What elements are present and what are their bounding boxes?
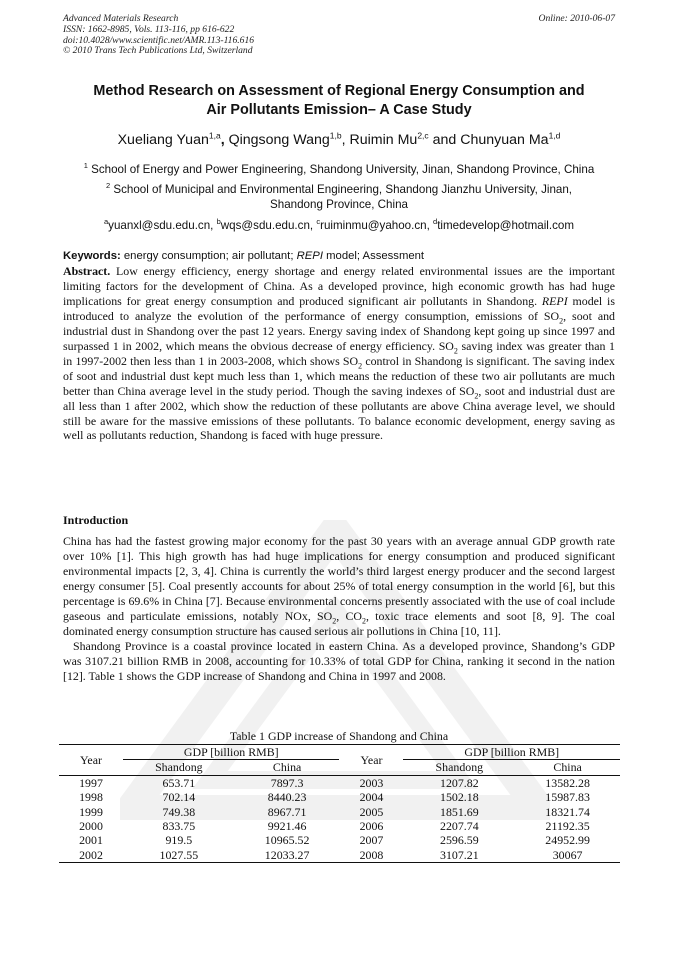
table-cell: 702.14 bbox=[162, 790, 196, 805]
table-cell: 13582.28 bbox=[515, 775, 620, 790]
keywords: Keywords: energy consumption; air pollutant; REPI model; Assessment bbox=[63, 250, 425, 262]
email-link[interactable]: $^c$ruiminmu@yahoo.cn, bbox=[316, 217, 434, 232]
col-china: China bbox=[553, 760, 582, 775]
paragraph: Shandong Province is a coastal province located in eastern China. As a developed province, Shandong’s GDP was 3107.21 billion RMB in 2008, accounting for 10.33% of total GDP for China, ranking it second in the nation [12]. Table 1 shows the GDP increase of Shandong and China in 1997 and 2008. bbox=[63, 638, 615, 683]
year-header: Year bbox=[59, 745, 123, 776]
table-cell: 2004 bbox=[359, 790, 384, 805]
table-cell: 1502.18 bbox=[440, 790, 479, 805]
table-cell: 10965.52 bbox=[264, 833, 310, 848]
author: Xueliang Yuan$^{1,a}$, bbox=[117, 130, 229, 148]
table-cell: 30067 bbox=[515, 848, 620, 863]
table-cell: 2207.74 bbox=[440, 819, 479, 834]
table-cell: 2006 bbox=[359, 819, 384, 834]
table-cell: 9921.46 bbox=[267, 819, 307, 834]
gdp-header: GDP [billion RMB] bbox=[123, 745, 339, 760]
email-link[interactable]: $^a$yuanxl@sdu.edu.cn, bbox=[103, 217, 217, 232]
year-header: Year bbox=[339, 745, 403, 776]
table-cell: 1997 bbox=[59, 775, 123, 790]
table-cell: 7897.3 bbox=[235, 775, 340, 790]
table-cell: 3107.21 bbox=[403, 848, 515, 863]
author-list bbox=[40, 130, 638, 148]
table-cell: 2001 bbox=[79, 833, 103, 848]
introduction-body bbox=[63, 534, 615, 684]
table-row bbox=[59, 833, 620, 847]
author: Chunyuan Ma$^{1,d}$ bbox=[460, 130, 561, 148]
title-line-2: Air Pollutants Emission– A Case Study bbox=[206, 102, 472, 118]
gdp-table bbox=[59, 744, 620, 863]
journal-name: Advanced Materials Research bbox=[63, 13, 179, 24]
table-cell: 2003 bbox=[339, 775, 403, 790]
table-cell: 1998 bbox=[79, 790, 103, 805]
affiliation-2: $^2$ School of Municipal and Environmental Engineering, Shandong Jianzhu University, Jinan, Shandong Province, China bbox=[105, 181, 573, 211]
table-cell: 2000 bbox=[79, 819, 103, 834]
table-cell: 18321.74 bbox=[545, 804, 590, 819]
table-cell: 1207.82 bbox=[403, 775, 515, 790]
table-cell: 12033.27 bbox=[235, 848, 340, 863]
table-row bbox=[59, 775, 620, 790]
table-cell: 1999 bbox=[79, 804, 103, 819]
paragraph: China has had the fastest growing major economy for the past 30 years with an average annual GDP growth rate over 10% [1]. This high growth has had huge implications for energy consumption and produced significant environmental impacts [2, 3, 4]. China is currently the world’s third largest energy producer and the second largest energy consumer [5]. Coal presently accounts for about 25% of total energy consumption in the world [6], but this percentage is 69.6% in China [7]. Because environmental concerns presently associated with the use of coal include gaseous and particulate emissions, notably NOx, $SO_2$, $CO_2$, toxic trace elements and soot [8, 9]. The coal dominated energy consumption structure has caused serious air pollutions in China [10, 11]. bbox=[63, 534, 615, 638]
table-cell: 2005 bbox=[359, 804, 384, 819]
table-cell: 2007 bbox=[359, 833, 384, 848]
abstract: Abstract. Low energy efficiency, energy shortage and energy related environmental issues are the important limiting factors for the development of China. As a developed province, high economic growth has had huge implications for great energy consumption and produced significant air pollutants in Shandong. REPI model is introduced to analyze the evolution of the performance of energy consumption, emissions of $SO_2$, soot and industrial dust in Shandong over the past 12 years. Energy saving index of Shandong kept going up since 1997 and surpassed 1 in 2002, which means the obvious decrease of energy efficiency. $SO_2$ saving index was greater than 1 in 1997-2002 then less than 1 in 2003-2008, which shows $SO_2$ control in Shandong is significant. The saving index of soot and industrial dust kept much less than 1, which means the reduction of these two air pollutants are much better than China average level in the study period. Though the saving indexes of $SO_2$, soot and industrial dust are all less than 1 after 2002, which show the reduction of these pollutants are above China average level, we should still be aware for the massive emissions of these pollutants. To balance economic development, energy saving as well as pollutants reduction, Shandong is faced with huge pressure. bbox=[63, 264, 616, 443]
table-cell: 2596.59 bbox=[440, 833, 479, 848]
doi: doi:10.4028/www.scientific.net/AMR.113-116.616 bbox=[63, 34, 255, 46]
table-cell: 24952.99 bbox=[545, 833, 590, 848]
col-shandong: Shandong bbox=[435, 760, 484, 775]
issn: ISSN: 1662-8985, Vols. 113-116, pp 616-622 bbox=[63, 23, 235, 35]
affiliation-1: $^1$ School of Energy and Power Engineering, Shandong University, Jinan, Shandong Province, China bbox=[83, 161, 595, 176]
col-china: China bbox=[272, 760, 302, 775]
online-date: Online: 2010-06-07 bbox=[538, 13, 615, 24]
table-row bbox=[59, 848, 620, 863]
table-cell: 749.38 bbox=[162, 804, 196, 819]
journal-header bbox=[63, 14, 615, 57]
table-cell: 653.71 bbox=[123, 775, 235, 790]
table-cell: 2002 bbox=[59, 848, 123, 863]
email-link[interactable]: $^b$wqs@sdu.edu.cn, bbox=[216, 217, 317, 232]
gdp-header: GDP [billion RMB] bbox=[403, 745, 620, 760]
table-cell: 21192.35 bbox=[545, 819, 590, 834]
table-row bbox=[59, 819, 620, 833]
col-shandong: Shandong bbox=[155, 760, 203, 775]
email-link[interactable]: $^d$timedevelop@hotmail.com bbox=[433, 217, 574, 232]
author-emails bbox=[60, 214, 618, 233]
table-cell: 1851.69 bbox=[440, 804, 479, 819]
copyright: © 2010 Trans Tech Publications Ltd, Switzerland bbox=[63, 45, 253, 57]
abstract-label: Abstract. bbox=[63, 264, 111, 278]
paper-title bbox=[50, 82, 628, 120]
author: Ruimin Mu$^{2,c}$ and bbox=[349, 130, 461, 148]
section-heading: Introduction bbox=[63, 513, 129, 527]
table-row bbox=[59, 805, 620, 819]
table-row bbox=[59, 790, 620, 804]
table-cell: 15987.83 bbox=[545, 790, 590, 805]
table-cell: 8440.23 bbox=[267, 790, 307, 805]
table-caption: Table 1 GDP increase of Shandong and China bbox=[229, 729, 449, 743]
table-cell: 2008 bbox=[339, 848, 403, 863]
table-cell: 833.75 bbox=[162, 819, 196, 834]
table-cell: 1027.55 bbox=[123, 848, 235, 863]
table-cell: 8967.71 bbox=[267, 804, 307, 819]
title-line-1: Method Research on Assessment of Regional Energy Consumption and bbox=[93, 83, 585, 99]
author: Qingsong Wang$^{1,b}$, bbox=[228, 130, 350, 148]
table-cell: 919.5 bbox=[165, 833, 193, 848]
